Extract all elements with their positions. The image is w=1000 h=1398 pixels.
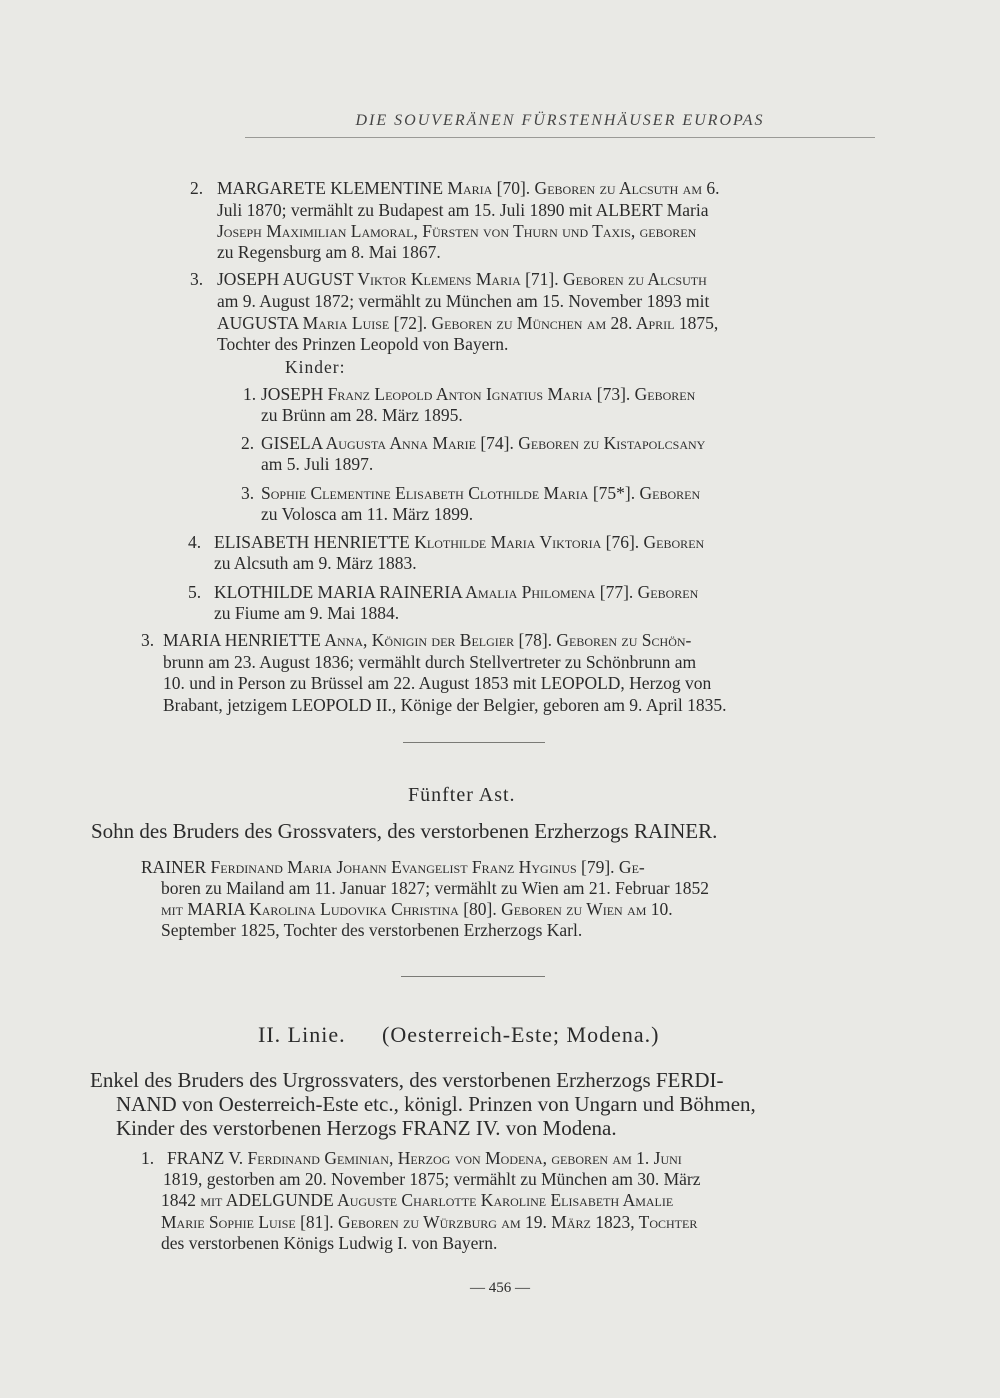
entry-line: zu Alcsuth am 9. März 1883. [214,553,417,573]
entry-line: RAINER Ferdinand Maria Johann Evangelist Franz Hyginus [79]. Ge- [141,857,645,877]
entry-line: 10. und in Person zu Brüssel am 22. August 1853 mit LEOPOLD, Herzog von [163,673,712,693]
intro-line: Enkel des Bruders des Urgrossvaters, des verstorbenen Erzherzogs FERDI- [90,1068,724,1092]
kinder-label: Kinder: [285,357,346,377]
entry-line: boren zu Mailand am 11. Januar 1827; vermählt zu Wien am 21. Februar 1852 [161,878,709,898]
entry-line: JOSEPH AUGUST Viktor Klemens Maria [71]. Geboren zu Alcsuth [217,269,707,289]
entry-num: 3. [241,483,255,503]
entry-num: 2. [241,433,255,453]
entry-line: 1819, gestorben am 20. November 1875; vermählt zu München am 30. März [163,1169,701,1189]
entry-line: brunn am 23. August 1836; vermählt durch Stellvertreter zu Schönbrunn am [163,652,697,672]
entry-line: ELISABETH HENRIETTE Klothilde Maria Viktoria [76]. Geboren [214,532,705,552]
entry-num: 1. [141,1148,155,1168]
entry-num: 5. [188,582,202,602]
entry-line: des verstorbenen Königs Ludwig I. von Bayern. [161,1233,498,1253]
entry-line: MARGARETE KLEMENTINE Maria [70]. Geboren zu Alcsuth am 6. [217,178,720,198]
page-number: — 456 — [470,1280,530,1296]
entry-line: KLOTHILDE MARIA RAINERIA Amalia Philomena [77]. Geboren [214,582,699,602]
header-rule [245,137,875,138]
entry-num: 3. [190,269,204,289]
entry-line: zu Fiume am 9. Mai 1884. [214,603,400,623]
section-rule [401,976,545,977]
entry-line: zu Brünn am 28. März 1895. [261,405,463,425]
entry-line: zu Regensburg am 8. Mai 1867. [217,242,441,262]
running-header: DIE SOUVERÄNEN FÜRSTENHÄUSER EUROPAS [355,112,765,129]
intro-line: Kinder des verstorbenen Herzogs FRANZ IV. von Modena. [116,1116,617,1140]
entry-line: Juli 1870; vermählt zu Budapest am 15. Juli 1890 mit ALBERT Maria [217,200,709,220]
linie-title: II. Linie. [258,1022,346,1047]
entry-line: am 5. Juli 1897. [261,454,374,474]
entry-line: Marie Sophie Luise [81]. Geboren zu Würzburg am 19. März 1823, Tochter [161,1212,698,1232]
entry-line: AUGUSTA Maria Luise [72]. Geboren zu München am 28. April 1875, [217,313,719,333]
entry-line: Sophie Clementine Elisabeth Clothilde Maria [75*]. Geboren [261,483,701,503]
section-rule [403,742,545,743]
entry-line: September 1825, Tochter des verstorbenen Erzherzogs Karl. [161,920,583,940]
entry-line: am 9. August 1872; vermählt zu München am 15. November 1893 mit [217,291,710,311]
entry-line: mit MARIA Karolina Ludovika Christina [80]. Geboren zu Wien am 10. [161,899,673,919]
entry-line: MARIA HENRIETTE Anna, Königin der Belgier [78]. Geboren zu Schön- [163,630,692,650]
section-subtitle: Sohn des Bruders des Grossvaters, des verstorbenen Erzherzogs RAINER. [91,819,718,843]
section-title: Fünfter Ast. [408,784,516,806]
entry-line: 1842 mit ADELGUNDE Auguste Charlotte Karoline Elisabeth Amalie [161,1190,674,1210]
entry-line: Joseph Maximilian Lamoral, Fürsten von Thurn und Taxis, geboren [217,221,697,241]
entry-num: 1. [243,384,257,404]
entry-line: FRANZ V. Ferdinand Geminian, Herzog von Modena, geboren am 1. Juni [167,1148,682,1168]
intro-line: NAND von Oesterreich-Este etc., königl. Prinzen von Ungarn und Böhmen, [116,1092,756,1116]
entry-num: 4. [188,532,202,552]
entry-line: Brabant, jetzigem LEOPOLD II., Könige der Belgier, geboren am 9. April 1835. [163,695,727,715]
entry-num: 2. [190,178,204,198]
entry-line: JOSEPH Franz Leopold Anton Ignatius Maria [73]. Geboren [261,384,696,404]
entry-line: zu Volosca am 11. März 1899. [261,504,474,524]
entry-line: GISELA Augusta Anna Marie [74]. Geboren zu Kistapolcsany [261,433,706,453]
entry-num: 3. [141,630,155,650]
linie-paren: (Oesterreich-Este; Modena.) [382,1022,660,1047]
entry-line: Tochter des Prinzen Leopold von Bayern. [217,334,509,354]
